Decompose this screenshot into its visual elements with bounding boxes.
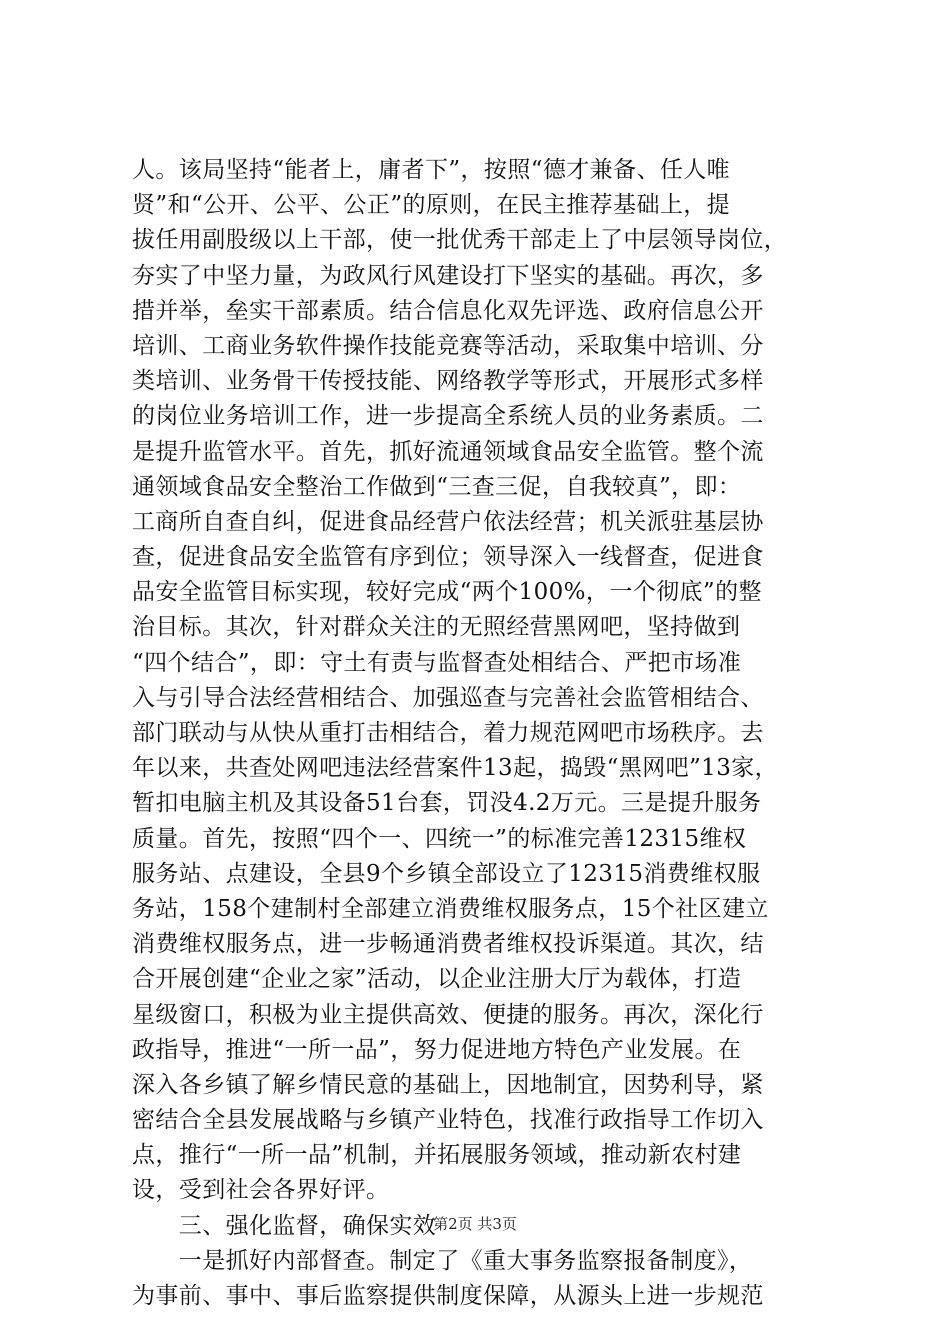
text-line: “四个结合”，即：守土有责与监督查处相结合、严把市场准 bbox=[132, 649, 742, 676]
text-line: 合开展创建“企业之家”活动，以企业注册大厅为载体，打造 bbox=[132, 966, 742, 993]
text-line: 为事前、事中、事后监察提供制度保障，从源头上进一步规范 bbox=[132, 1283, 764, 1309]
text-line: 一是抓好内部督查。制定了《重大事务监察报备制度》， bbox=[132, 1247, 753, 1274]
text-line: 政指导，推进“一所一品”，努力促进地方特色产业发展。在 bbox=[132, 1036, 742, 1063]
text-line: 暂扣电脑主机及其设备51台套，罚没4.2万元。三是提升服务 bbox=[132, 790, 762, 817]
text-line: 星级窗口，积极为业主提供高效、便捷的服务。再次，深化行 bbox=[132, 1001, 764, 1028]
text-line: 通领域食品安全整治工作做到“三查三促，自我较真”，即： bbox=[132, 473, 742, 500]
text-line: 务站，158个建制村全部建立消费维权服务点，15个社区建立 bbox=[132, 895, 769, 922]
text-line: 夯实了中坚力量，为政风行风建设打下坚实的基础。再次，多 bbox=[132, 262, 764, 289]
text-line: 人。该局坚持“能者上，庸者下”，按照“德才兼备、任人唯 bbox=[132, 157, 731, 183]
text-line: 部门联动与从快从重打击相结合，着力规范网吧市场秩序。去 bbox=[132, 720, 764, 746]
text-line: 品安全监管目标实现，较好完成“两个100%，一个彻底”的整 bbox=[132, 579, 762, 606]
text-line: 消费维权服务点，进一步畅通消费者维权投诉渠道。其次，结 bbox=[132, 931, 764, 958]
text-line: 密结合全县发展战略与乡镇产业特色，找准行政指导工作切入 bbox=[132, 1107, 764, 1134]
text-line: 治目标。其次，针对群众关注的无照经营黑网吧，坚持做到 bbox=[132, 614, 741, 641]
text-line: 工商所自查自纠，促进食品经营户依法经营；机关派驻基层协 bbox=[132, 508, 764, 535]
text-line: 查，促进食品安全监管有序到位；领导深入一线督查，促进食 bbox=[132, 544, 764, 571]
text-line: 质量。首先，按照“四个一、四统一”的标准完善12315维权 bbox=[132, 825, 747, 852]
text-line: 入与引导合法经营相结合、加强巡查与完善社会监管相结合、 bbox=[132, 684, 764, 711]
text-line: 年以来，共查处网吧违法经营案件13起，捣毁“黑网吧”13家， bbox=[132, 755, 779, 782]
text-line: 类培训、业务骨干传授技能、网络教学等形式，开展形式多样 bbox=[132, 368, 764, 395]
page-footer: 第2页 共3页 bbox=[433, 1215, 517, 1233]
text-line: 的岗位业务培训工作，进一步提高全系统人员的业务素质。二 bbox=[132, 403, 764, 430]
text-line: 贤”和“公开、公平、公正”的原则，在民主推荐基础上，提 bbox=[132, 192, 731, 219]
text-line: 深入各乡镇了解乡情民意的基础上，因地制宜，因势利导，紧 bbox=[132, 1071, 764, 1098]
text-line: 拔任用副股级以上干部，使一批优秀干部走上了中层领导岗位， bbox=[132, 227, 788, 254]
text-line: 措并举，垒实干部素质。结合信息化双先评选、政府信息公开 bbox=[132, 297, 764, 324]
text-line: 点，推行“一所一品”机制，并拓展服务领域，推动新农村建 bbox=[132, 1142, 742, 1169]
text-line: 设，受到社会各界好评。 bbox=[132, 1177, 390, 1204]
text-line: 培训、工商业务软件操作技能竞赛等活动，采取集中培训、分 bbox=[132, 332, 764, 359]
text-line: 是提升监管水平。首先，抓好流通领域食品安全监管。整个流 bbox=[132, 438, 764, 465]
text-line: 服务站、点建设，全县9个乡镇全部设立了12315消费维权服 bbox=[132, 860, 761, 887]
document-body bbox=[132, 153, 832, 1314]
text-line: 三、强化监督，确保实效 bbox=[132, 1212, 437, 1239]
